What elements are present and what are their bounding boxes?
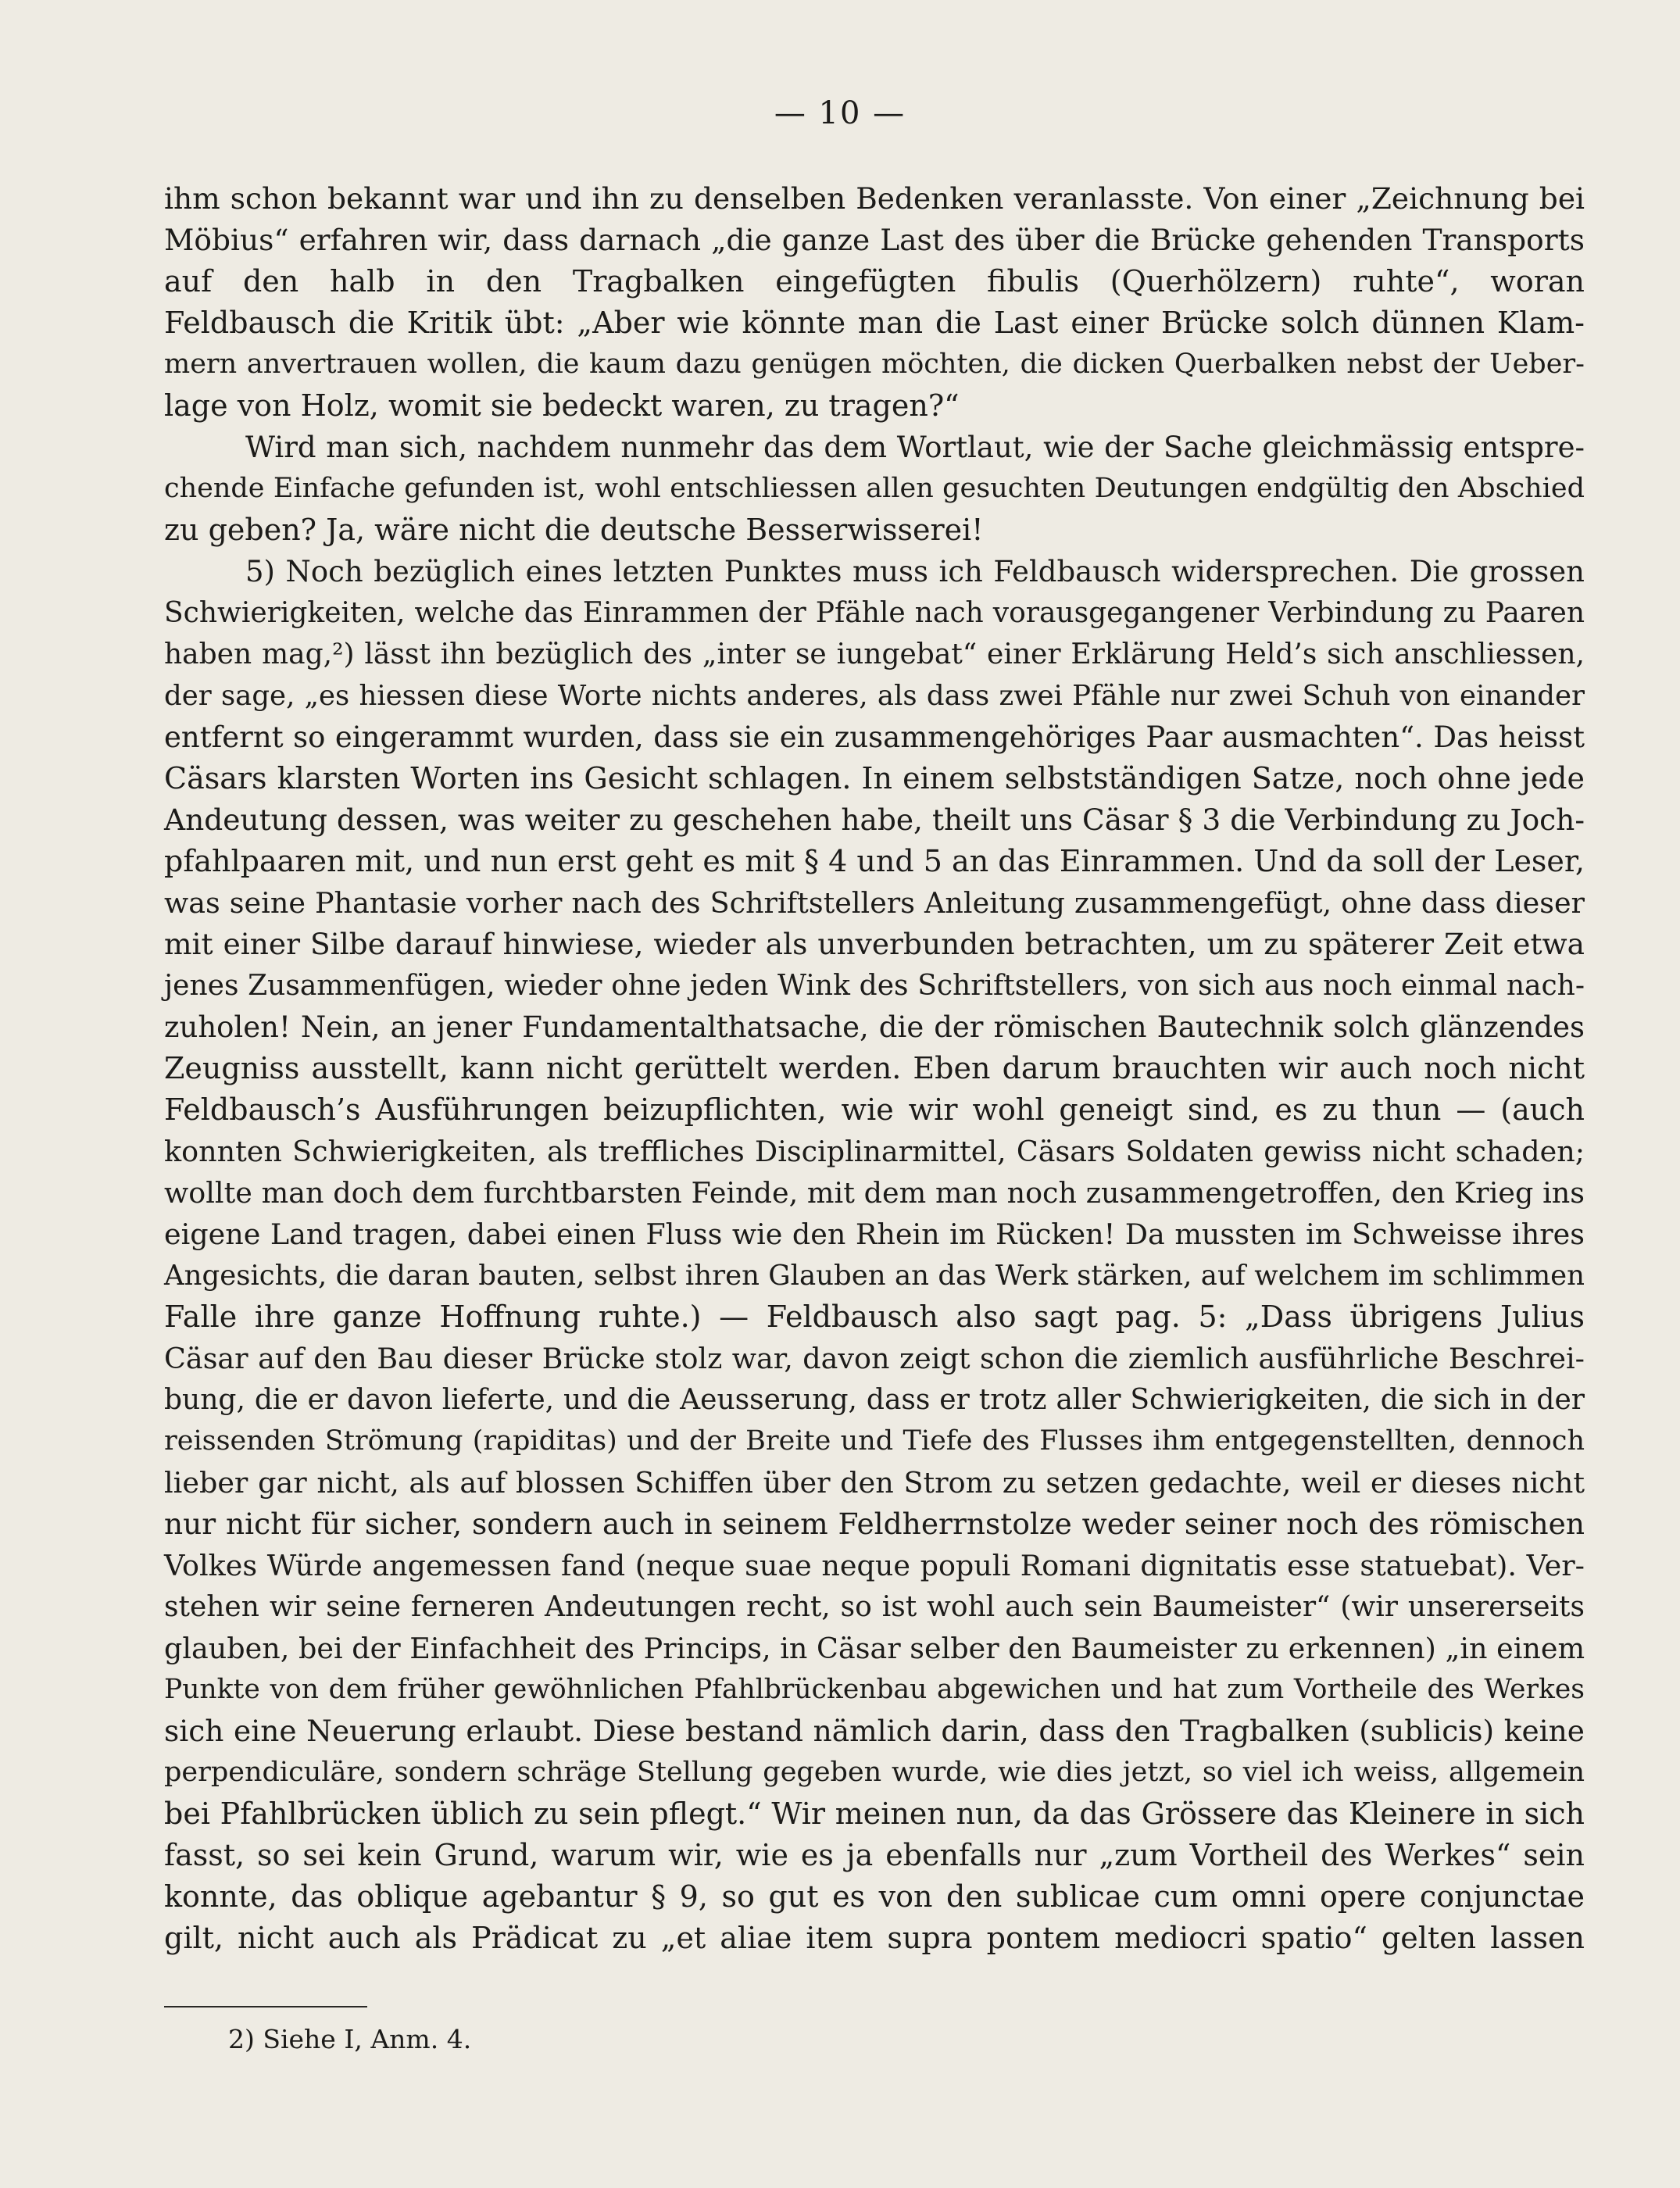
page-number: — 10 — bbox=[774, 95, 906, 131]
text-line: Feldbausch die Kritik übt: „Aber wie könnte man die Last einer Brücke solch dünnen Klam- bbox=[164, 306, 1585, 340]
text-line: entfernt so eingerammt wurden, dass sie ein zusammengehöriges Paar ausmachten“. Das heisst bbox=[164, 720, 1585, 754]
text-line: zu geben? Ja, wäre nicht die deutsche Besserwisserei! bbox=[164, 513, 984, 547]
text-line: konnte, das oblique agebantur § 9, so gut es von den sublicae cum omni opere conjunctae bbox=[164, 1879, 1585, 1914]
text-line: mern anvertrauen wollen, die kaum dazu genügen möchten, die dicken Querbalken nebst der Ueber- bbox=[164, 349, 1585, 380]
text-line: bei Pfahlbrücken üblich zu sein pflegt.“ Wir meinen nun, da das Grössere das Kleinere in sich bbox=[164, 1797, 1585, 1831]
text-line: gilt, nicht auch als Prädicat zu „et aliae item supra pontem mediocri spatio“ gelten lassen bbox=[164, 1921, 1585, 1955]
text-line: Andeutung dessen, was weiter zu geschehen habe, theilt uns Cäsar § 3 die Verbindung zu Joch- bbox=[164, 803, 1585, 837]
text-line: Zeugniss ausstellt, kann nicht gerüttelt werden. Eben darum brauchten wir auch noch nicht bbox=[164, 1051, 1585, 1085]
footnote-rule bbox=[164, 2006, 367, 2007]
text-line: auf den halb in den Tragbalken eingefügten fibulis (Querhölzern) ruhte“, woran bbox=[164, 264, 1585, 299]
text-line: sich eine Neuerung erlaubt. Diese bestand nämlich darin, dass den Tragbalken (sublicis) keine bbox=[164, 1714, 1585, 1748]
text-line: perpendiculäre, sondern schräge Stellung gegeben wurde, wie dies jetzt, so viel ich weiss, allgemein bbox=[164, 1757, 1585, 1788]
body-text bbox=[164, 178, 1585, 1959]
text-line: ihm schon bekannt war und ihn zu denselben Bedenken veranlasste. Von einer „Zeichnung bei bbox=[164, 181, 1585, 216]
text-line: fasst, so sei kein Grund, warum wir, wie es ja ebenfalls nur „zum Vortheil des Werkes“ sein bbox=[164, 1838, 1585, 1872]
text-line: Angesichts, die daran bauten, selbst ihren Glauben an das Werk stärken, auf welchem im schlimmen bbox=[164, 1260, 1585, 1292]
text-line: glauben, bei der Einfachheit des Princips, in Cäsar selber den Baumeister zu erkennen) „in einem bbox=[164, 1632, 1585, 1665]
text-line: Feldbausch’s Ausführungen beizupflichten, wie wir wohl geneigt sind, es zu thun — (auch bbox=[164, 1092, 1585, 1127]
text-line: Schwierigkeiten, welche das Einrammen der Pfähle nach vorausgegangener Verbindung zu Paaren bbox=[164, 597, 1585, 629]
text-line: Cäsars klarsten Worten ins Gesicht schlagen. In einem selbstständigen Satze, noch ohne jede bbox=[164, 761, 1585, 795]
text-line: stehen wir seine ferneren Andeutungen recht, so ist wohl auch sein Baumeister“ (wir unsererseits bbox=[164, 1591, 1585, 1623]
text-line: der sage, „es hiessen diese Worte nichts anderes, als dass zwei Pfähle nur zwei Schuh von einander bbox=[164, 680, 1585, 712]
text-line: Punkte von dem früher gewöhnlichen Pfahlbrückenbau abgewichen und hat zum Vortheile des Werkes bbox=[164, 1674, 1585, 1705]
text-line: reissenden Strömung (rapiditas) und der Breite und Tiefe des Flusses ihm entgegenstellten, dennoch bbox=[164, 1425, 1585, 1457]
text-line: Wird man sich, nachdem nunmehr das dem Wortlaut, wie der Sache gleichmässig entspre- bbox=[245, 431, 1585, 464]
text-line: jenes Zusammenfügen, wieder ohne jeden Wink des Schriftstellers, von sich aus noch einmal nach- bbox=[164, 970, 1585, 1002]
footnote: 2) Siehe I, Anm. 4. bbox=[228, 2024, 472, 2054]
text-line: pfahlpaaren mit, und nun erst geht es mit § 4 und 5 an das Einrammen. Und da soll der Leser, bbox=[164, 844, 1585, 878]
text-line: Volkes Würde angemessen fand (neque suae neque populi Romani dignitatis esse statuebat). Ver- bbox=[164, 1549, 1585, 1582]
text-line: mit einer Silbe darauf hinwiese, wieder als unverbunden betrachten, um zu späterer Zeit etwa bbox=[164, 927, 1585, 961]
text-line: 5) Noch bezüglich eines letzten Punktes muss ich Feldbausch widersprechen. Die grossen bbox=[245, 555, 1585, 588]
text-line: konnten Schwierigkeiten, als treffliches Disciplinarmittel, Cäsars Soldaten gewiss nicht schaden; bbox=[164, 1135, 1585, 1168]
text-line: lage von Holz, womit sie bedeckt waren, zu tragen?“ bbox=[164, 388, 960, 423]
text-line: wollte man doch dem furchtbarsten Feinde, mit dem man noch zusammengetroffen, den Krieg ins bbox=[164, 1176, 1585, 1210]
text-line: Falle ihre ganze Hoffnung ruhte.) — Feldbausch also sagt pag. 5: „Dass übrigens Julius bbox=[164, 1300, 1585, 1334]
text-line: nur nicht für sicher, sondern auch in seinem Feldherrnstolze weder seiner noch des römischen bbox=[164, 1507, 1585, 1541]
text-line: eigene Land tragen, dabei einen Fluss wie den Rhein im Rücken! Da mussten im Schweisse ihres bbox=[164, 1217, 1585, 1251]
text-line: Möbius“ erfahren wir, dass darnach „die ganze Last des über die Brücke gehenden Transports bbox=[164, 223, 1585, 257]
text-line: bung, die er davon lieferte, und die Aeusserung, dass er trotz aller Schwierigkeiten, die sich in der bbox=[164, 1384, 1585, 1416]
text-line: zuholen! Nein, an jener Fundamentalthatsache, die der römischen Bautechnik solch glänzendes bbox=[164, 1010, 1585, 1044]
text-line: Cäsar auf den Bau dieser Brücke stolz war, davon zeigt schon die ziemlich ausführliche Beschrei- bbox=[164, 1342, 1585, 1375]
text-line: chende Einfache gefunden ist, wohl entschliessen allen gesuchten Deutungen endgültig den Abschied bbox=[164, 473, 1585, 504]
text-line: lieber gar nicht, als auf blossen Schiffen über den Strom zu setzen gedachte, weil er dieses nicht bbox=[164, 1466, 1585, 1500]
text-line: haben mag,²) lässt ihn bezüglich des „inter se iungebat“ einer Erklärung Held’s sich anschliessen, bbox=[164, 638, 1585, 670]
text-line: was seine Phantasie vorher nach des Schriftstellers Anleitung zusammengefügt, ohne dass dieser bbox=[164, 886, 1585, 920]
